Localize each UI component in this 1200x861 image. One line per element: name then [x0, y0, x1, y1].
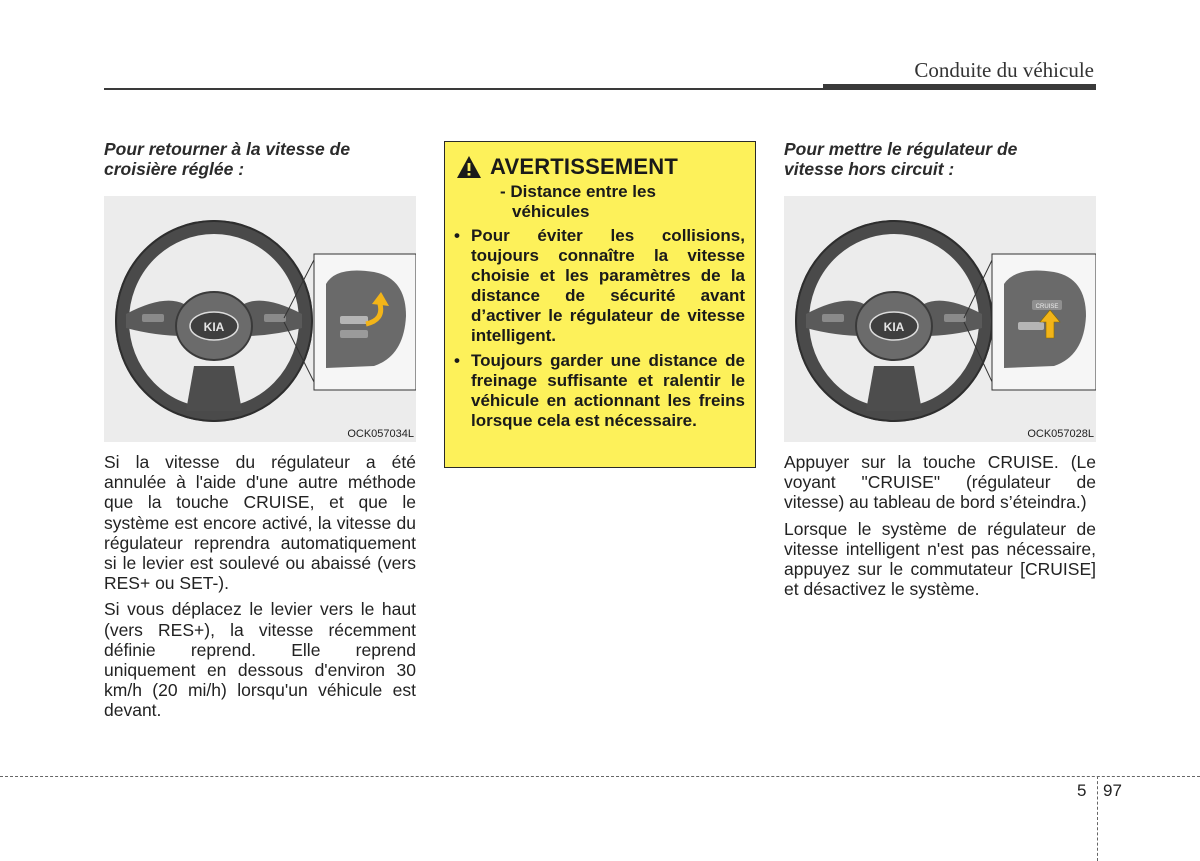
left-subhead-line-2: croisière réglée : [104, 159, 245, 179]
footer-divider [0, 776, 1200, 777]
right-paragraph-1: Appuyer sur la touche CRUISE. (Le voyant "CRUISE" (régulateur de vitesse) au tableau de bord s’éteindra.) [784, 452, 1096, 513]
header-rule [104, 88, 825, 90]
cruise-button-label: CRUISE [1035, 304, 1059, 310]
warning-subtitle [500, 182, 700, 222]
right-paragraph-2: Lorsque le système de régulateur de vitesse intelligent n'est pas nécessaire, appuyez sur le commutateur [CRUISE] et désactivez le système. [784, 518, 1096, 600]
warning-bullet-1: • Pour éviter les collisions, toujours connaître la vitesse choisie et les paramètres de la distance de sécurité avant d’activer le régulateur de vitesse intelligent. [454, 226, 745, 346]
chapter-number: 5 [1077, 781, 1087, 800]
kia-logo: KIA [883, 320, 905, 334]
warning-header [456, 154, 745, 180]
right-column [784, 139, 1096, 599]
figure-code: OCK057034L [347, 428, 414, 440]
right-subhead-line-1: Pour mettre le régulateur de [784, 139, 1018, 159]
steering-wheel-figure-cruise-off [784, 196, 1096, 442]
warning-subtitle-line-2: véhicules [512, 202, 590, 221]
footer-vertical-divider [1097, 776, 1098, 861]
right-subhead-line-2: vitesse hors circuit : [784, 159, 955, 179]
steering-wheel-illustration [784, 196, 1096, 442]
warning-bullet-2: • Toujours garder une distance de freinage suffisante et ralentir le véhicule en actionnant les freins lorsque cela est nécessaire. [454, 351, 745, 431]
left-paragraph-1: Si la vitesse du régulateur a été annulée à l'aide d'une autre méthode que la touche CRUISE, et que le système est encore activé, la vitesse du régulateur reprendra automatiquement si le levier est soulevé ou abaissé (vers RES+ ou SET-). [104, 452, 416, 594]
left-subhead [104, 139, 416, 179]
header-rule-accent [823, 84, 1096, 90]
page-number: 97 [1103, 781, 1122, 800]
warning-box [444, 141, 756, 468]
warning-bullet-list [454, 226, 745, 431]
warning-triangle-icon [456, 155, 482, 179]
left-paragraph-2: Si vous déplacez le levier vers le haut (vers RES+), la vitesse récemment définie reprend. Elle reprend uniquement en dessous d'environ 30 km/h (20 mi/h) lorsqu'un véhicule est devant. [104, 599, 416, 721]
left-subhead-line-1: Pour retourner à la vitesse de [104, 139, 351, 159]
header-title: Conduite du véhicule [914, 58, 1094, 82]
warning-title: AVERTISSEMENT [490, 154, 678, 179]
figure-code: OCK057028L [1027, 428, 1094, 440]
left-column [104, 139, 416, 721]
right-subhead [784, 139, 1096, 179]
steering-wheel-figure-resume [104, 196, 416, 442]
steering-wheel-illustration [104, 196, 416, 442]
kia-logo: KIA [203, 320, 225, 334]
warning-subtitle-line-1: - Distance entre les [500, 182, 656, 201]
